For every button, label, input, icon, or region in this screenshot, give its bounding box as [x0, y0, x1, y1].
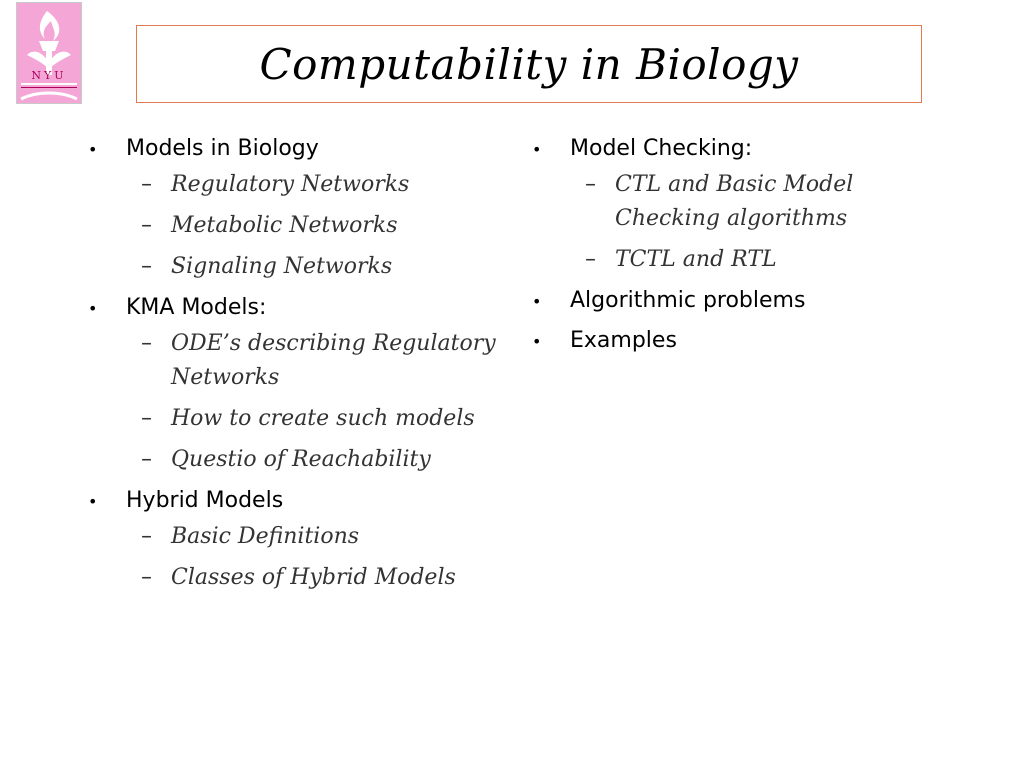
bullet-item	[530, 132, 910, 277]
sub-bullet-label: Regulatory Networks	[171, 172, 410, 197]
bullet-item	[530, 324, 910, 358]
slide-title: Computability in Biology	[259, 39, 799, 89]
left-column	[86, 132, 506, 602]
sub-bullet-label: Signaling Networks	[171, 254, 393, 279]
dash-icon: –	[141, 172, 152, 197]
bullet-icon: •	[88, 299, 98, 318]
left-bullet-list	[86, 132, 506, 595]
bullet-label: KMA Models:	[126, 295, 267, 320]
sub-bullet-item	[86, 520, 506, 554]
torch-icon	[17, 3, 81, 103]
dash-icon: –	[141, 213, 152, 238]
dash-icon: –	[141, 406, 152, 431]
bullet-label: Hybrid Models	[126, 488, 284, 513]
sub-bullet-item	[530, 168, 910, 236]
sub-bullet-label: How to create such models	[171, 406, 475, 431]
bullet-label: Model Checking:	[570, 136, 753, 161]
sub-bullet-item	[86, 443, 506, 477]
bullet-label: Algorithmic problems	[570, 288, 806, 313]
dash-icon: –	[141, 254, 152, 279]
dash-icon: –	[141, 331, 152, 356]
nyu-logo	[16, 2, 82, 104]
dash-icon: –	[141, 447, 152, 472]
logo-text: NYU	[31, 69, 67, 82]
bullet-icon: •	[88, 492, 98, 511]
bullet-item	[86, 291, 506, 477]
bullet-item	[86, 132, 506, 284]
sub-bullet-label: TCTL and RTL	[615, 247, 777, 272]
dash-icon: –	[141, 524, 152, 549]
right-bullet-list	[530, 132, 910, 358]
bullet-icon: •	[88, 140, 98, 159]
right-column	[530, 132, 910, 364]
sub-bullet-item	[86, 209, 506, 243]
sub-bullet-list	[126, 168, 506, 284]
dash-icon: –	[585, 247, 596, 272]
sub-bullet-list	[570, 168, 910, 277]
bullet-icon: •	[532, 332, 542, 351]
sub-bullet-item	[530, 243, 910, 277]
sub-bullet-item	[86, 561, 506, 595]
sub-bullet-item	[86, 402, 506, 436]
sub-bullet-item	[86, 250, 506, 284]
bullet-item	[86, 484, 506, 595]
bullet-label: Examples	[570, 328, 677, 353]
sub-bullet-label: Questio of Reachability	[171, 447, 431, 472]
sub-bullet-item	[86, 327, 506, 395]
dash-icon: –	[141, 565, 152, 590]
sub-bullet-list	[126, 520, 506, 595]
bullet-icon: •	[532, 292, 542, 311]
sub-bullet-list	[126, 327, 506, 477]
sub-bullet-label: ODE’s describing Regulatory Networks	[171, 331, 496, 390]
dash-icon: –	[585, 172, 596, 197]
bullet-icon: •	[532, 140, 542, 159]
bullet-item	[530, 284, 910, 318]
sub-bullet-label: Basic Definitions	[171, 524, 360, 549]
sub-bullet-label: Classes of Hybrid Models	[171, 565, 456, 590]
sub-bullet-label: Metabolic Networks	[171, 213, 398, 238]
title-box	[136, 25, 922, 103]
bullet-label: Models in Biology	[126, 136, 319, 161]
sub-bullet-label: CTL and Basic Model Checking algorithms	[615, 172, 854, 231]
sub-bullet-item	[86, 168, 506, 202]
